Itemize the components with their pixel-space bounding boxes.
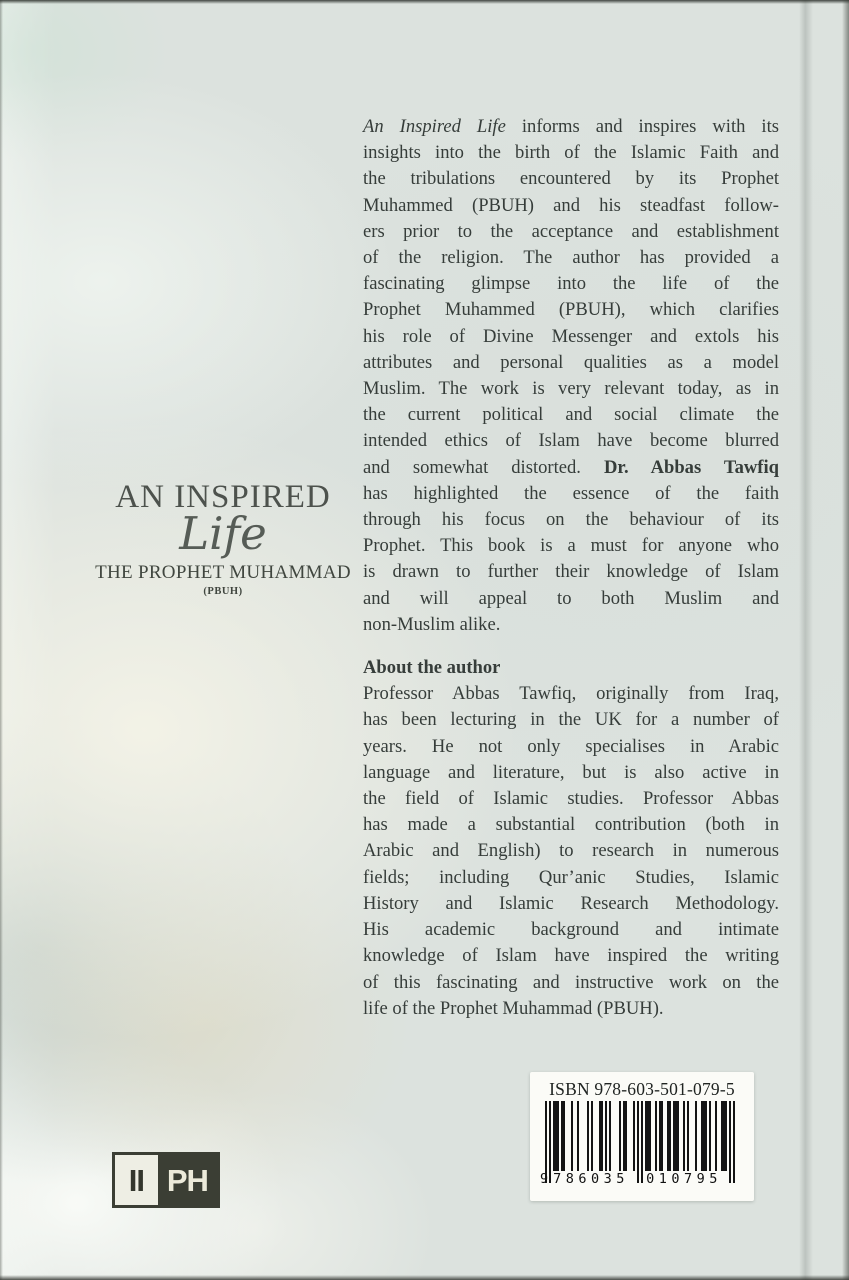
- text-line: fields; including Qur’anic Studies, Islamic: [363, 866, 779, 888]
- text-line: His academic background and intimate: [363, 919, 779, 941]
- text-line: non-Muslim alike.: [363, 613, 501, 635]
- photo-edge-top: [0, 0, 849, 4]
- cover-hinge-groove: [799, 0, 813, 1280]
- book-subtitle: THE PROPHET MUHAMMAD: [95, 562, 351, 583]
- barcode-digit-first: 9: [540, 1171, 549, 1187]
- book-title-block: [78, 479, 368, 597]
- photo-edge-bottom: [0, 1275, 849, 1280]
- text-line: Arabic and English) to research in numerous: [363, 840, 779, 862]
- text-line: is drawn to further their knowledge of Islam: [363, 561, 779, 583]
- barcode-digits-left: 786035: [553, 1171, 629, 1187]
- text-line: has made a substantial contribution (both in: [363, 814, 779, 836]
- book-title-line1: AN INSPIRED: [115, 479, 331, 515]
- photo-edge-left: [0, 0, 3, 1280]
- text-line: ers prior to the acceptance and establishment: [363, 220, 779, 242]
- text-line: the current political and social climate the: [363, 404, 779, 426]
- text-line: intended ethics of Islam have become blurred: [363, 430, 779, 452]
- text-line: knowledge of Islam have inspired the writing: [363, 945, 779, 967]
- logo-letters-ii: II: [128, 1162, 145, 1198]
- text-line: Muhammed (PBUH) and his steadfast follow-: [363, 194, 779, 216]
- about-author-paragraph: [363, 681, 779, 1022]
- text-line: and will appeal to both Muslim and: [363, 587, 779, 609]
- text-line: Prophet Muhammed (PBUH), which clarifies: [363, 299, 779, 321]
- isbn-box: [530, 1072, 754, 1201]
- pbuh-label: (PBUH): [203, 586, 243, 597]
- text-line: insights into the birth of the Islamic Faith and: [363, 142, 779, 164]
- text-line: fascinating glimpse into the life of the: [363, 273, 779, 295]
- text-line: through his focus on the behaviour of its: [363, 509, 779, 531]
- text-line: the tribulations encountered by its Prophet: [363, 168, 779, 190]
- text-line: his role of Divine Messenger and extols his: [363, 325, 779, 347]
- publisher-logo-iiph: [112, 1152, 220, 1208]
- text-line: attributes and personal qualities as a model: [363, 351, 779, 373]
- text-line: has highlighted the essence of the faith: [363, 482, 779, 504]
- text-line: of this fascinating and instructive work on the: [363, 971, 779, 993]
- isbn-label: ISBN 978-603-501-079-5: [549, 1079, 735, 1099]
- logo-left-cell: [115, 1155, 158, 1205]
- text-line: and somewhat distorted. Dr. Abbas Tawfiq: [363, 456, 779, 478]
- book-title-script: Life: [179, 507, 267, 560]
- photo-edge-right: [842, 0, 849, 1280]
- text-line: the field of Islamic studies. Professor Abbas: [363, 788, 779, 810]
- synopsis-paragraph: [363, 114, 779, 638]
- about-author-heading: About the author: [363, 657, 501, 679]
- logo-right-cell: [158, 1155, 217, 1205]
- text-line: Prophet. This book is a must for anyone who: [363, 535, 779, 557]
- text-line: of the religion. The author has provided a: [363, 247, 779, 269]
- back-cover-text-column: [363, 114, 779, 1022]
- text-line: Muslim. The work is very relevant today, as in: [363, 378, 779, 400]
- barcode-digits-right: 010795: [646, 1171, 722, 1187]
- text-line: life of the Prophet Muhammad (PBUH).: [363, 997, 664, 1019]
- text-line: History and Islamic Research Methodology.: [363, 892, 779, 914]
- text-line: Professor Abbas Tawfiq, originally from Iraq,: [363, 683, 779, 705]
- text-line: has been lecturing in the UK for a number of: [363, 709, 779, 731]
- barcode: [540, 1101, 744, 1193]
- text-line: years. He not only specialises in Arabic: [363, 735, 779, 757]
- text-line: An Inspired Life informs and inspires with its: [363, 116, 779, 137]
- barcode-digits: [540, 1169, 744, 1187]
- logo-letters-ph: PH: [166, 1162, 208, 1198]
- text-line: language and literature, but is also active in: [363, 761, 779, 783]
